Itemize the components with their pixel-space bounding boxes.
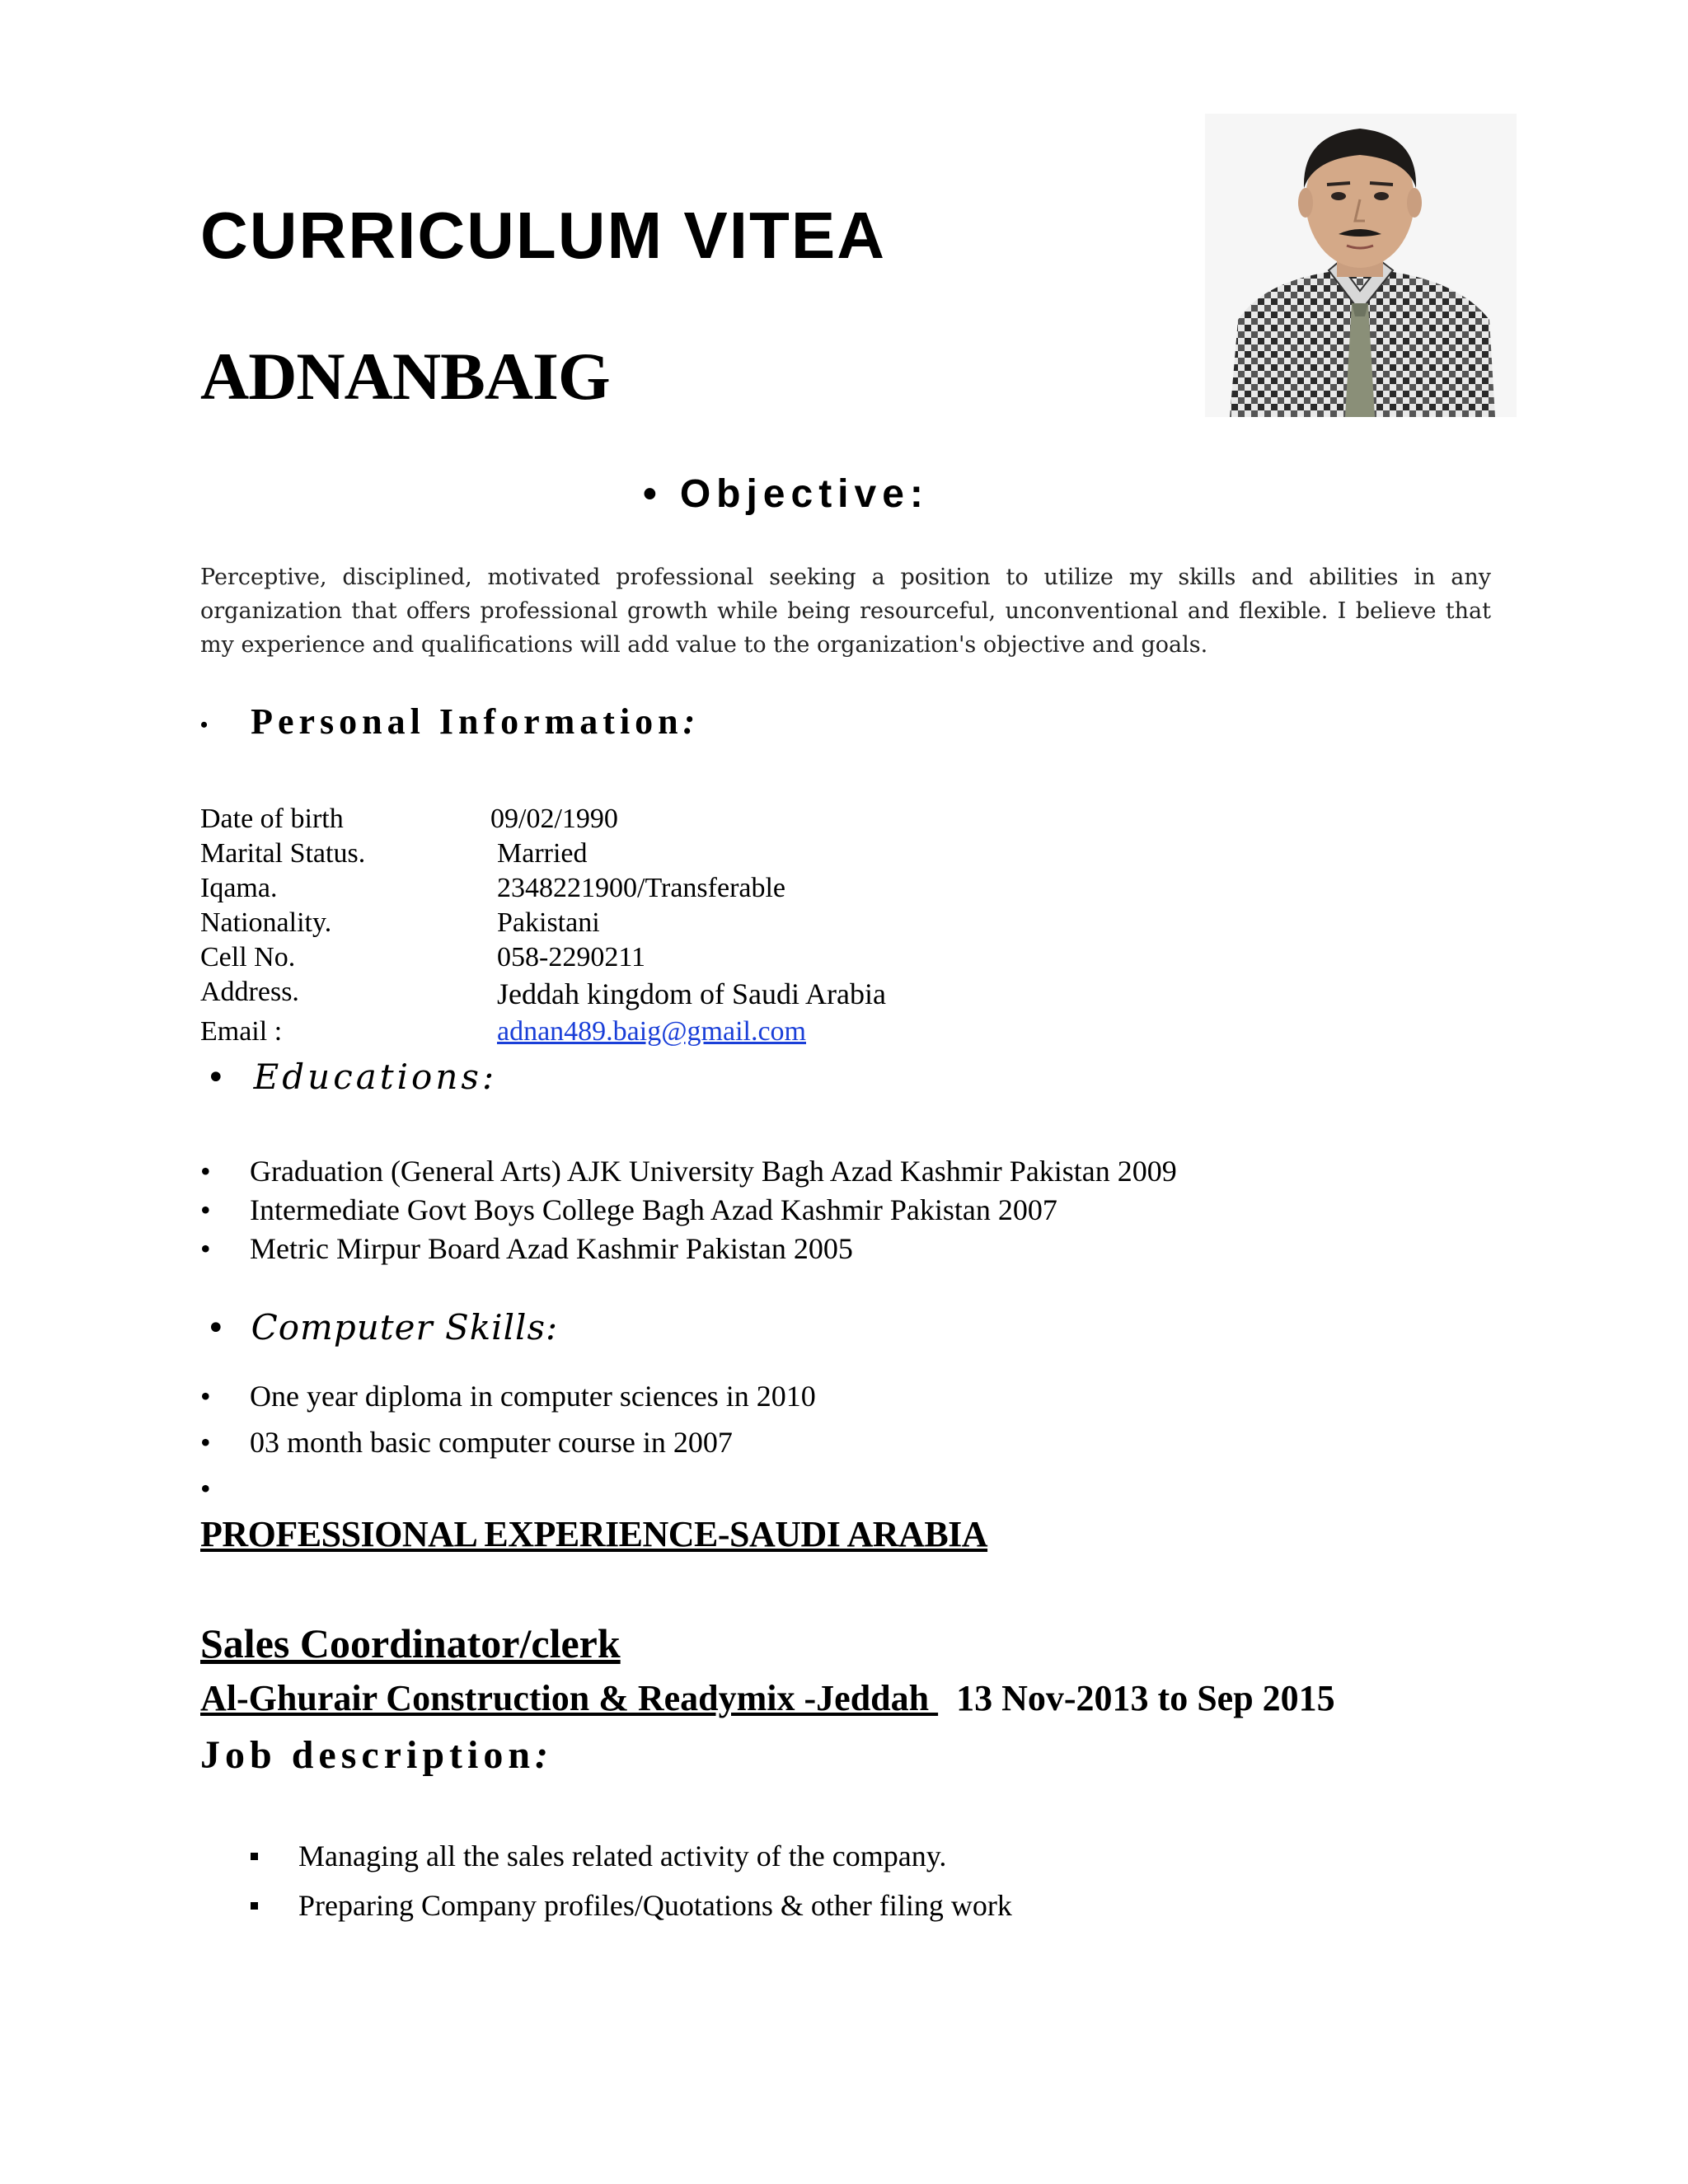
skill-item-text: 03 month basic computer course in 2007 — [250, 1426, 733, 1459]
info-value: Married — [497, 838, 588, 869]
info-label: Date of birth — [200, 804, 344, 834]
bullet-icon: • — [206, 1059, 229, 1097]
company-name: Al-Ghurair Construction & Readymix -Jeddah — [200, 1678, 939, 1718]
company-line — [200, 1677, 1335, 1719]
bullet-icon: • — [643, 472, 657, 516]
bullet-icon: • — [200, 1155, 211, 1188]
portrait-image — [1205, 114, 1517, 417]
heading-colon: : — [682, 701, 701, 742]
info-label: Address. — [200, 977, 299, 1007]
applicant-name: ADNANBAIG — [200, 339, 610, 414]
duty-text: Preparing Company profiles/Quotations & other filing work — [298, 1889, 1012, 1922]
bullet-icon: • — [200, 1472, 211, 1505]
objective-heading-label: Objective: — [679, 472, 929, 516]
personal-info-heading — [200, 701, 700, 743]
job-title: Sales Coordinator/clerk — [200, 1620, 621, 1666]
bullet-icon: • — [200, 1426, 211, 1459]
objective-text: Perceptive, disciplined, motivated professional seeking a position to utilize my skills and abilities in any organization that offers professional growth while being resourceful, unconventional and flexible. I believe that my experience and qualifications will add value to the organization's objective and goals. — [200, 565, 1491, 658]
education-heading — [206, 1057, 497, 1097]
experience-heading: PROFESSIONAL EXPERIENCE-SAUDI ARABIA — [200, 1514, 988, 1554]
info-label: Iqama. — [200, 873, 278, 903]
info-label: Cell No. — [200, 942, 296, 972]
skills-heading-label: Computer Skills: — [251, 1307, 559, 1347]
objective-heading — [643, 471, 929, 517]
list-item — [200, 1465, 816, 1507]
list-item — [247, 1831, 1012, 1881]
list-item — [200, 1230, 1177, 1268]
personal-info-heading-label: Personal Information — [251, 701, 683, 742]
list-item — [247, 1881, 1012, 1930]
list-item — [200, 1152, 1177, 1191]
skills-list — [200, 1373, 816, 1507]
info-value: 058-2290211 — [497, 942, 646, 972]
info-label: Marital Status. — [200, 838, 366, 869]
cv-title: CURRICULUM VITEA — [200, 199, 886, 272]
bullet-icon: • — [200, 1193, 211, 1226]
education-item-text: Intermediate Govt Boys College Bagh Azad Kashmir Pakistan 2007 — [250, 1193, 1057, 1226]
bullet-icon: • — [200, 712, 209, 737]
info-value: 2348221900/Transferable — [497, 873, 786, 903]
skills-heading — [206, 1307, 558, 1347]
education-list — [200, 1152, 1177, 1268]
list-item — [200, 1419, 816, 1465]
info-value: Pakistani — [497, 907, 600, 938]
list-item — [200, 1373, 816, 1419]
info-value: 09/02/1990 — [490, 804, 618, 834]
skill-item-text: One year diploma in computer sciences in 2010 — [250, 1380, 816, 1413]
education-item-text: Metric Mirpur Board Azad Kashmir Pakistan 2005 — [250, 1232, 853, 1265]
list-item — [200, 1191, 1177, 1230]
bullet-icon: • — [200, 1380, 211, 1413]
square-bullet-icon — [251, 1853, 258, 1860]
education-heading-label: Educations: — [253, 1057, 498, 1097]
heading-colon: : — [535, 1733, 554, 1777]
duties-list — [247, 1831, 1012, 1930]
bullet-icon: • — [200, 1232, 211, 1265]
duty-text: Managing all the sales related activity of the company. — [298, 1840, 947, 1872]
job-description-heading — [200, 1732, 553, 1778]
job-description-heading-label: Job description — [200, 1733, 536, 1777]
education-item-text: Graduation (General Arts) AJK University Bagh Azad Kashmir Pakistan 2009 — [250, 1155, 1177, 1188]
email-link[interactable]: adnan489.baig@gmail.com — [497, 1016, 806, 1047]
info-value: Jeddah kingdom of Saudi Arabia — [497, 977, 886, 1010]
square-bullet-icon — [251, 1902, 258, 1910]
info-label: Email : — [200, 1016, 283, 1047]
bullet-icon: • — [206, 1310, 227, 1347]
profile-photo — [1205, 114, 1517, 417]
info-label: Nationality. — [200, 907, 332, 938]
employment-dates: 13 Nov-2013 to Sep 2015 — [956, 1678, 1335, 1718]
